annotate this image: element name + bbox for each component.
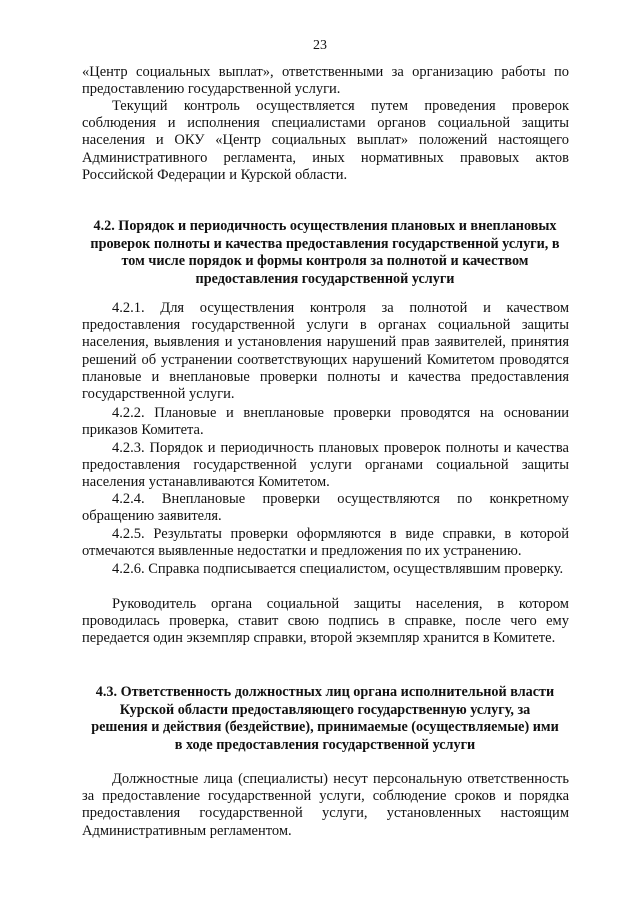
intro-paragraph-continued: «Центр социальных выплат», ответственными за организацию работы по предоставлению государственной услуги. bbox=[82, 64, 569, 98]
paragraph-4-2-3: 4.2.3. Порядок и периодичность плановых проверок полноты и качества предоставления государственной услуги органами социальной защиты населения устанавливаются Комитетом. bbox=[82, 440, 569, 491]
paragraph-4-2-6: 4.2.6. Справка подписывается специалистом, осуществлявшим проверку. bbox=[112, 561, 564, 577]
section-4-2-heading: 4.2. Порядок и периодичность осуществления плановых и внеплановых проверок полноты и качества предоставления государственной услуги, в том числе порядок и формы контроля за полнотой и качеством предоставления государственной услуги bbox=[90, 218, 560, 287]
paragraph-4-2-1: 4.2.1. Для осуществления контроля за полнотой и качеством предоставления государственной услуги в органах социальной защиты населения, выявления и установления нарушений прав заявителей, принятия решений об устранении соответствующих нарушений Комитетом проводятся плановые и внеплановые проверки полноты и качества предоставления государственной услуги. bbox=[82, 300, 569, 403]
page-number: 23 bbox=[313, 38, 327, 53]
section-4-3-heading: 4.3. Ответственность должностных лиц органа исполнительной власти Курской области предоставляющего государственную услугу, за решения и действия (бездействие), принимаемые (осуществляемые) ими в ходе предоставления государственной услуги bbox=[91, 684, 559, 753]
paragraph-head-signature: Руководитель органа социальной защиты населения, в котором проводилась проверка, ставит свою подпись в справке, после чего ему передается один экземпляр справки, второй экземпляр хранится в Комитете. bbox=[82, 596, 569, 647]
intro-paragraph-current-control: Текущий контроль осуществляется путем проведения проверок соблюдения и исполнения специалистами органов социальной защиты населения и ОКУ «Центр социальных выплат» положений настоящего Административного регламента, иных нормативных правовых актов Российской Федерации и Курской области. bbox=[82, 98, 569, 183]
paragraph-4-3-responsibility: Должностные лица (специалисты) несут персональную ответственность за предоставление государственной услуги, соблюдение сроков и порядка предоставления государственной услуги, установленных настоящим Административным регламентом. bbox=[82, 771, 569, 839]
paragraph-4-2-4: 4.2.4. Внеплановые проверки осуществляются по конкретному обращению заявителя. bbox=[82, 491, 569, 525]
paragraph-4-2-5: 4.2.5. Результаты проверки оформляются в виде справки, в которой отмечаются выявленные недостатки и предложения по их устранению. bbox=[82, 526, 569, 560]
paragraph-4-2-2: 4.2.2. Плановые и внеплановые проверки проводятся на основании приказов Комитета. bbox=[82, 405, 569, 439]
